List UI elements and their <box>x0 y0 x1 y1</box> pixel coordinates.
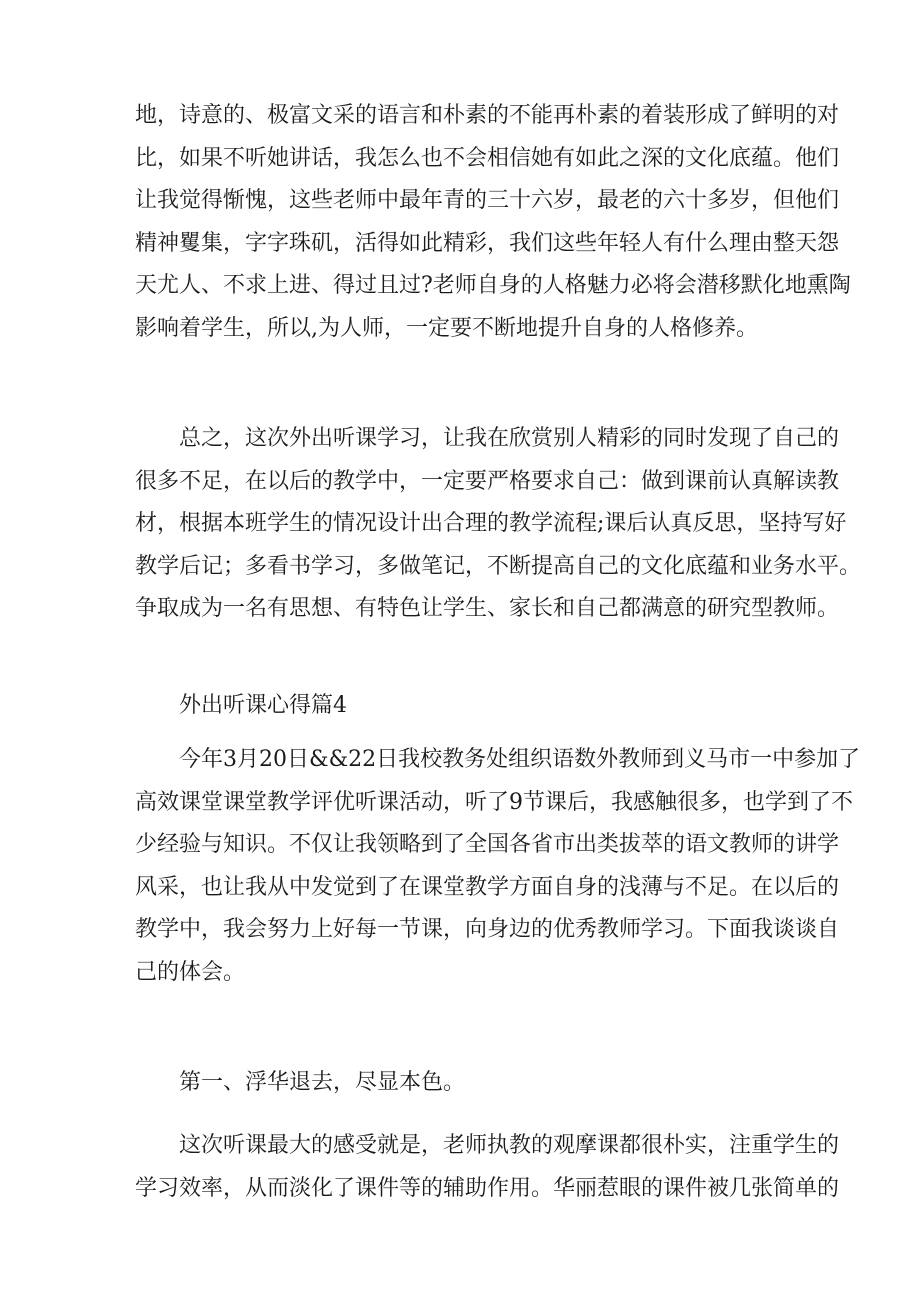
point-heading <box>135 1062 795 1105</box>
text-line: 地，诗意的、极富文采的语言和朴素的不能再朴素的着装形成了鲜明的对 <box>135 103 840 128</box>
text-line: 影响着学生，所以,为人师，一定要不断地提升自身的人格修养。 <box>135 315 758 341</box>
text-line: 己的体会。 <box>135 959 246 985</box>
paragraph-3 <box>135 739 861 994</box>
text-line: 风采，也让我从中发觉到了在课堂教学方面自身的浅薄与不足。在以后的 <box>135 874 840 900</box>
point-heading-text: 第一、浮华退去，尽显本色。 <box>179 1070 466 1095</box>
text-line: 高效课堂课堂教学评优听课活动，听了9节课后，我感触很多，也学到了不 <box>135 789 853 815</box>
text-line: 这次听课最大的感受就是，老师执教的观摩课都很朴实，注重学生的 <box>179 1133 840 1158</box>
text-line: 教学后记；多看书学习，多做笔记，不断提高自己的文化底蕴和业务水平。 <box>135 553 862 579</box>
text-line: 学习效率，从而淡化了课件等的辅助作用。华丽惹眼的课件被几张简单的 <box>135 1175 840 1201</box>
text-line: 总之，这次外出听课学习，让我在欣赏别人精彩的同时发现了自己的 <box>179 426 840 451</box>
text-line: 少经验与知识。不仅让我领略到了全国各省市出类拔萃的语文教师的讲学 <box>135 832 840 857</box>
paragraph-1 <box>135 95 851 350</box>
text-line: 让我觉得惭愧，这些老师中最年青的三十六岁，最老的六十多岁，但他们 <box>135 188 840 213</box>
text-line: 材，根据本班学生的情况设计出合理的教学流程;课后认真反思，坚持写好 <box>135 511 847 536</box>
section-heading <box>135 685 795 728</box>
text-line: 比，如果不听她讲话，我怎么也不会相信她有如此之深的文化底蕴。他们 <box>135 145 840 171</box>
text-line: 教学中，我会努力上好每一节课，向身边的优秀教师学习。下面我谈谈自 <box>135 917 840 942</box>
paragraph-2 <box>135 418 862 631</box>
paragraph-4 <box>135 1125 840 1210</box>
text-line: 精神矍集，字字珠矶，活得如此精彩，我们这些年轻人有什么理由整天怨 <box>135 230 840 256</box>
section-heading-text: 外出听课心得篇4 <box>179 693 347 718</box>
text-line: 争取成为一名有思想、有特色让学生、家长和自己都满意的研究型教师。 <box>135 596 840 621</box>
text-line: 很多不足，在以后的教学中，一定要严格要求自己：做到课前认真解读教 <box>135 468 840 494</box>
text-line: 今年3月20日&&22日我校教务处组织语数外教师到义马市一中参加了 <box>179 747 861 772</box>
text-line: 天尤人、不求上进、得过且过?老师自身的人格魅力必将会潜移默化地熏陶 <box>135 273 851 298</box>
